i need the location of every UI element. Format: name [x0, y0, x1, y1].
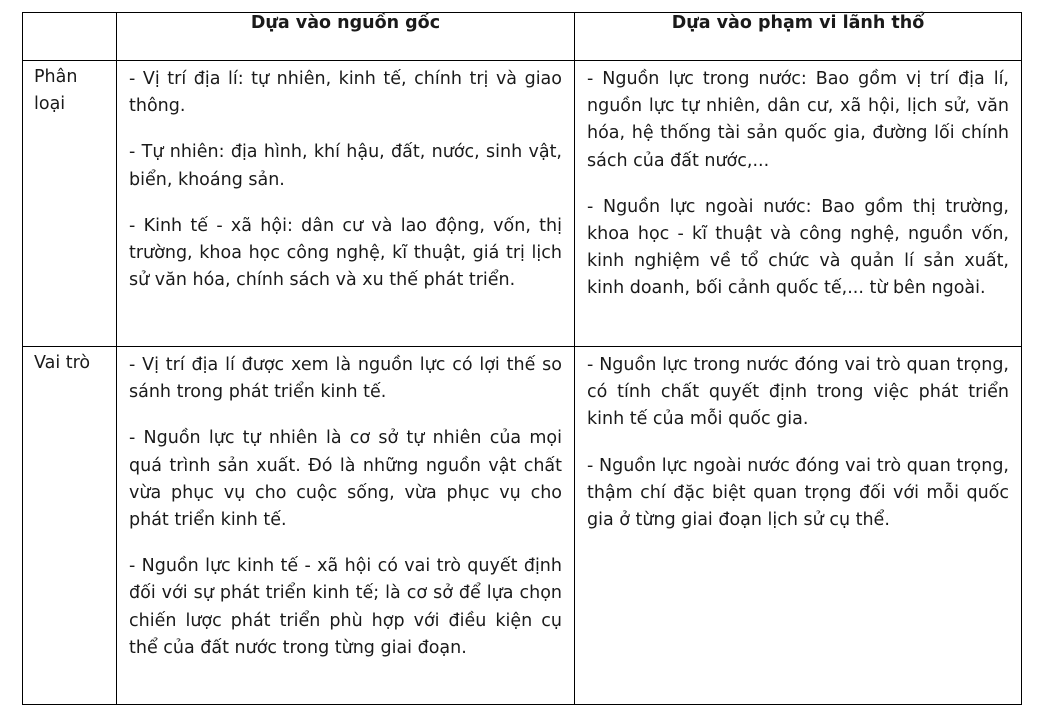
paragraph: - Nguồn lực kinh tế - xã hội có vai trò quyết định đối với sự phát triển kinh tế; là cơ sở để lựa chọn chiến lược phát triển phù hợp với điều kiện cụ thể của đất nước trong từng giai đoạn. [129, 556, 562, 658]
header-by-origin: Dựa vào nguồn gốc [117, 13, 575, 61]
paragraph: - Kinh tế - xã hội: dân cư và lao động, vốn, thị trường, khoa học công nghệ, kĩ thuật, giá trị lịch sử văn hóa, chính sách và xu thế phát triển. [129, 215, 562, 291]
paragraph: - Nguồn lực tự nhiên là cơ sở tự nhiên của mọi quá trình sản xuất. Đó là những nguồn vật chất vừa phục vụ cho cuộc sống, vừa phục vụ cho phát triển kinh tế. [129, 428, 562, 531]
paragraph: - Vị trí địa lí: tự nhiên, kinh tế, chính trị và giao thông. [129, 69, 562, 117]
paragraph: - Vị trí địa lí được xem là nguồn lực có lợi thế so sánh trong phát triển kinh tế. [129, 355, 562, 403]
paragraph: - Nguồn lực trong nước: Bao gồm vị trí địa lí, nguồn lực tự nhiên, dân cư, xã hội, lịch sử, văn hóa, hệ thống tài sản quốc gia, đường lối chính sách của đất nước,... [587, 69, 1009, 171]
classification-territory-cell [575, 61, 1022, 347]
role-territory-cell [575, 347, 1022, 705]
row-label-classification: Phân loại [34, 67, 78, 114]
paragraph: - Nguồn lực trong nước đóng vai trò quan trọng, có tính chất quyết định trong việc phát triển kinh tế của mỗi quốc gia. [587, 355, 1009, 430]
header-by-territory: Dựa vào phạm vi lãnh thổ [575, 13, 1022, 61]
role-origin-cell [117, 347, 575, 705]
table-row-classification [23, 61, 1022, 347]
row-label-cell [23, 347, 117, 705]
resource-classification-table [22, 12, 1022, 705]
row-label-cell [23, 61, 117, 347]
paragraph: - Tự nhiên: địa hình, khí hậu, đất, nước, sinh vật, biển, khoáng sản. [129, 142, 562, 190]
paragraph: - Nguồn lực ngoài nước đóng vai trò quan trọng, thậm chí đặc biệt quan trọng đối với mỗi quốc gia ở từng giai đoạn lịch sử cụ thể. [587, 455, 1009, 531]
header-row [23, 13, 1022, 61]
paragraph: - Nguồn lực ngoài nước: Bao gồm thị trường, khoa học - kĩ thuật và công nghệ, nguồn vốn, kinh nghiệm về tổ chức và quản lí sản xuất, kinh doanh, bối cảnh quốc tế,... từ bên ngoài. [587, 196, 1009, 299]
classification-origin-cell [117, 61, 575, 347]
header-empty-cell [23, 13, 117, 61]
row-label-role: Vai trò [34, 353, 91, 373]
table-row-role [23, 347, 1022, 705]
